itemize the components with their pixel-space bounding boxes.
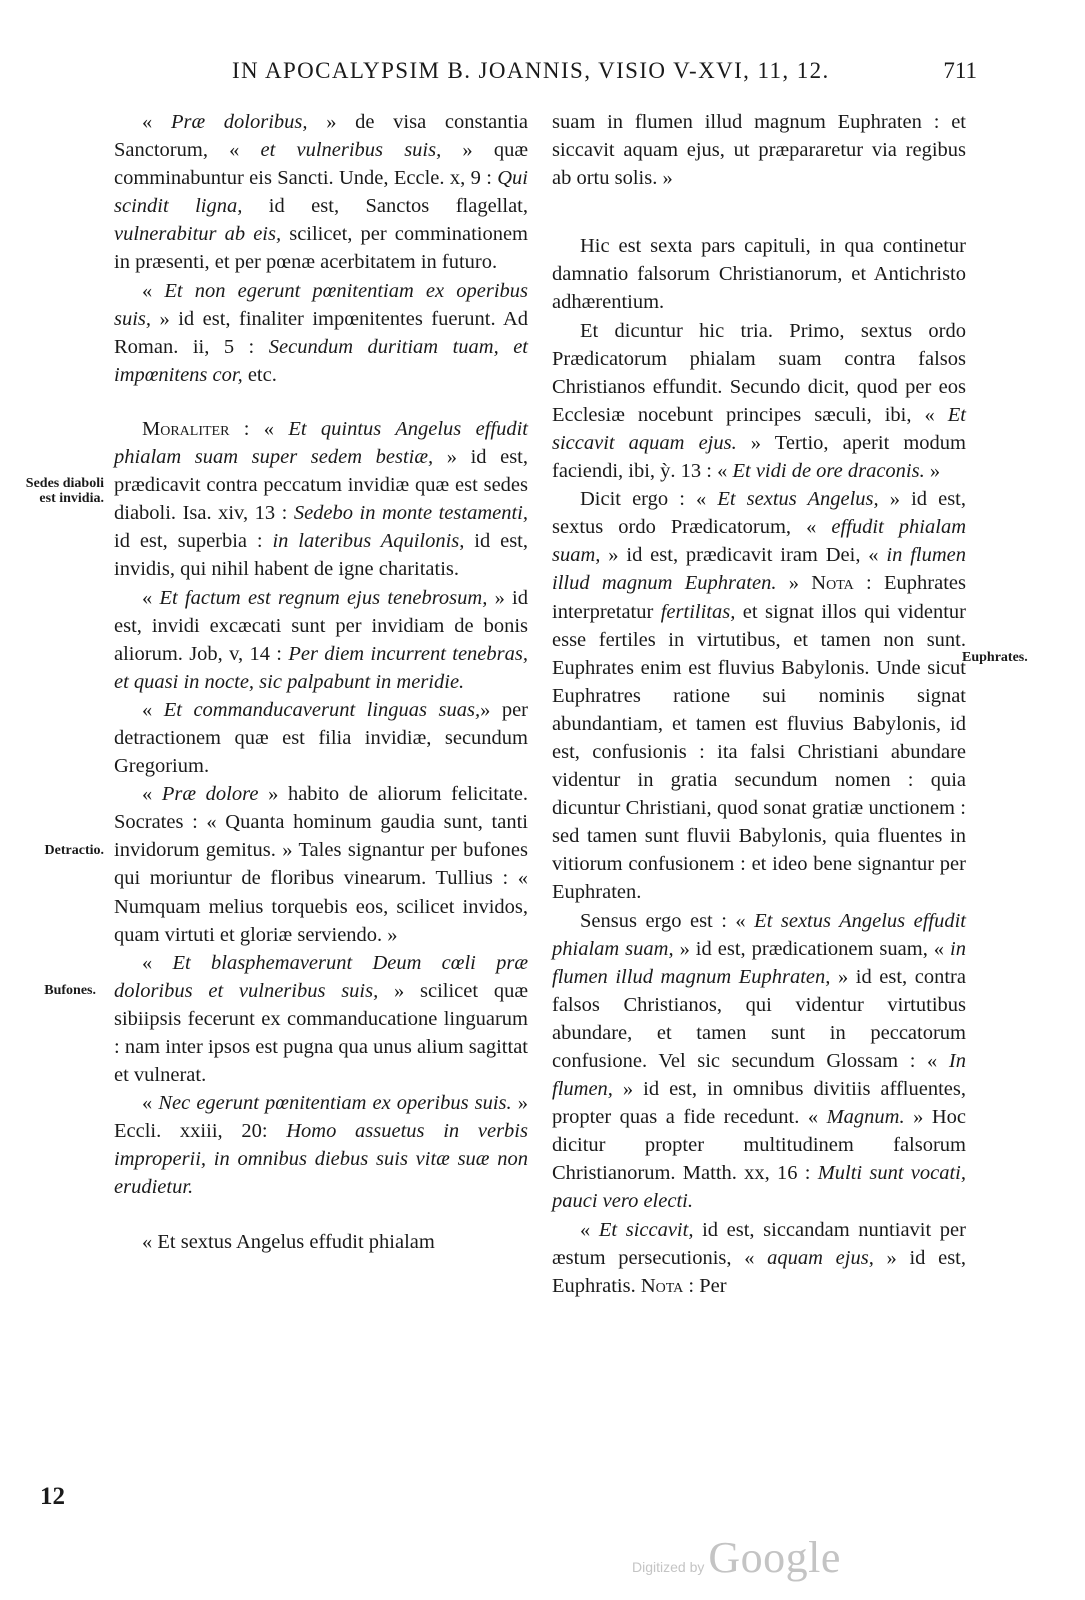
paragraph: « Præ doloribus, » de visa constantia Sanctorum, « et vulneribus suis, » quæ comminabuntur eis Sancti. Unde, Eccle. x, 9 : Qui scindit ligna, id est, Sanctos flagellat, vulnerabitur ab eis, scilicet, per comminationem in præsenti, et per pœnæ acerbitatem in futuro.	[114, 111, 529, 274]
paragraph: Et dicuntur hic tria. Primo, sextus ordo Prædicatorum phialam suam contra falsos Christianos effundit. Secundo dicit, quod per eos Ecclesiæ nocebunt principes sæculi, ibi, « Et siccavit aquam ejus. » Tertio, aperit modum faciendi, ibi, ỳ. 13 : « Et vidi de ore draconis. »	[552, 319, 966, 483]
paragraph-moraliter: Moraliter : « Et quintus Angelus effudit phialam suam super sedem bestiæ, » id est, prædicavit contra peccatum invidiæ quæ est sedes diaboli. Isa. xiv, 13 : Sedebo in monte testamenti, id est, superbia : in lateribus Aquilonis, id est, invidis, qui nihil habent de igne charitatis.	[114, 417, 529, 581]
paragraph-final: « Et sextus Angelus effudit phialam	[142, 1230, 435, 1253]
paragraph: « Præ dolore » habito de aliorum felicitate. Socrates : « Quanta hominum gaudia sunt, tanti invidorum gemitus. » Tales signantur per bufones qui moriuntur de floribus vinearum. Tullius : « Numquam melius torquebis eos, scilicet invidos, quam virtuti et gloriæ serviendo. »	[114, 783, 528, 946]
paragraph: Hic est sexta pars capituli, in qua continetur damnatio falsorum Christianorum, et Antichristo adhærentium.	[552, 235, 966, 314]
paragraph: Sensus ergo est : « Et sextus Angelus effudit phialam suam, » id est, prædicationem suam, « in flumen illud magnum Euphraten, » id est, contra falsos Christianos, qui videntur virtutibus abundare, et tamen sunt in peccatorum confusione. Vel sic secundum Glossam : « In flumen, » id est, in omnibus divitiis affluentes, propter quas a fide recedunt. « Magnum. » Hoc dicitur propter multitudinem falsorum Christianorum. Matth. xx, 16 : Multi sunt vocati, pauci vero electi.	[552, 909, 967, 1213]
paragraph: suam in flumen illud magnum Euphraten : et siccavit aquam ejus, ut præpararetur via regibus ab ortu solis. »	[552, 111, 966, 190]
google-logo: Google	[708, 1533, 841, 1582]
paragraph: « Et siccavit, id est, siccandam nuntiavit per æstum persecutionis, « aquam ejus, » id est, Euphratis. Nota : Per	[552, 1218, 967, 1297]
paragraph-euphrates: Dicit ergo : « Et sextus Angelus, » id est, sextus ordo Prædicatorum, « effudit phialam suam, » id est, prædicavit iram Dei, « in flumen illud magnum Euphraten. » Nota : Euphrates interpretatur fertilitas, et signat illos qui videntur esse fertiles in virtutibus, et tamen non sunt. Euphrates enim est fluvius Babylonis. Unde sicut Euphratres ratione sui nominis signat abundantiam, et tamen est fluvius Babylonis, id est, confusionis : ita falsi Christiani abundare videntur in gratia secundum nomen : quia dicuntur Christiani, quod sonat gratiæ unctionem : sed tamen sunt fluvii Babylonis, quia fluentes in vitiorum confusionem : et ideo bene signantur per Euphraten.	[552, 488, 967, 904]
paragraph: « Et non egerunt pœnitentiam ex operibus suis, » id est, finaliter impœnitentes fuerunt. Ad Roman. ii, 5 : Secundum duritiam tuam, et impœnitens cor, etc.	[114, 279, 528, 386]
margin-note-bufones: Bufones.	[44, 983, 96, 998]
running-header: IN APOCALYPSIM B. JOANNIS, VISIO V-XVI, 11, 12.	[232, 58, 830, 83]
margin-note-euphrates: Euphrates.	[962, 650, 1028, 665]
digitized-by-google-watermark	[632, 1532, 841, 1583]
signature-mark: 12	[40, 1483, 65, 1510]
right-column	[552, 108, 966, 1300]
margin-note-sedes-diaboli: Sedes diaboli est invidia.	[25, 476, 104, 506]
margin-note-detractio: Detractio.	[44, 843, 104, 858]
digitized-by-label: Digitized by	[632, 1559, 705, 1575]
page-number: 711	[943, 58, 977, 83]
left-column	[114, 108, 528, 1256]
paragraph: « Et commanducaverunt linguas suas,» per detractionem quæ est filia invidiæ, secundum Gregorium.	[114, 698, 528, 778]
paragraph: « Nec egerunt pœnitentiam ex operibus suis. » Eccli. xxiii, 20: Homo assuetus in verbis improperii, in omnibus diebus suis vitæ suæ non erudietur.	[114, 1092, 529, 1199]
paragraph: « Et blasphemaverunt Deum cœli præ doloribus et vulneribus suis, » scilicet quæ sibiipsis fecerunt ex commanducatione linguarum : nam inter ipsos est pugna qua unus alium sagittat et vulnerat.	[114, 951, 529, 1087]
paragraph: « Et factum est regnum ejus tenebrosum, » id est, invidi excæcati sunt per invidiam de bonis aliorum. Job, v, 14 : Per diem incurrent tenebras, et quasi in nocte, sic palpabunt in meridie.	[114, 586, 529, 693]
